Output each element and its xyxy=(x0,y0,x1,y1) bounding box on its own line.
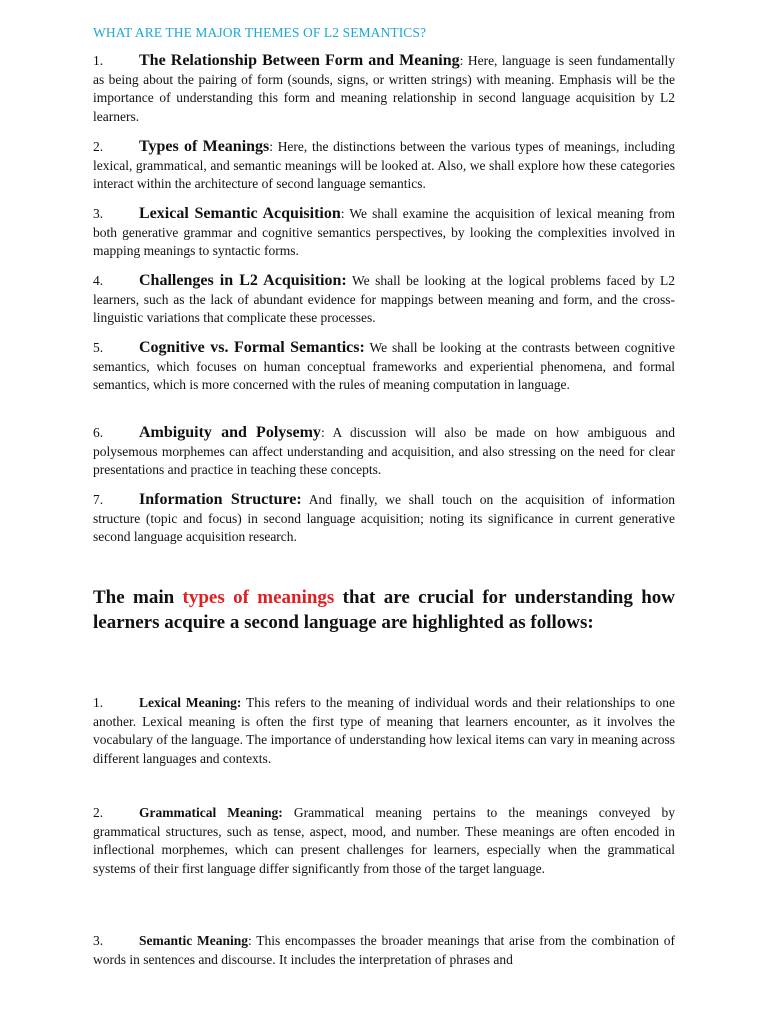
theme-separator: : xyxy=(269,139,278,154)
theme-heading: Lexical Semantic Acquisition xyxy=(139,205,341,222)
theme-item-4 xyxy=(93,272,675,328)
theme-separator: : xyxy=(320,425,333,440)
meaning-heading: Grammatical Meaning: xyxy=(139,805,283,820)
section-heading-suffix: that are crucial for understanding how learners acquire a second language are highlighted as follows: xyxy=(93,587,675,633)
meaning-heading: Lexical Meaning: xyxy=(139,695,242,710)
meaning-item-3 xyxy=(93,932,675,969)
section-heading xyxy=(93,585,675,635)
meaning-number: 3. xyxy=(93,933,104,948)
theme-number: 7. xyxy=(93,492,104,507)
meaning-heading: Semantic Meaning xyxy=(139,933,249,948)
meaning-item-1 xyxy=(93,694,675,768)
theme-separator xyxy=(302,492,309,507)
theme-text: Here, the distinctions between the various types of meanings, including lexical, grammatical, and semantic meanings will be looked at. Also, we shall explore how these categories interact within the architecture of second language semantics. xyxy=(93,139,675,191)
theme-number: 6. xyxy=(93,425,104,440)
theme-item-3 xyxy=(93,205,675,261)
theme-number: 5. xyxy=(93,340,104,355)
document-title: WHAT ARE THE MAJOR THEMES OF L2 SEMANTICS? xyxy=(93,25,427,40)
theme-heading: Challenges in L2 Acquisition: xyxy=(139,272,347,289)
theme-text: We shall examine the acquisition of lexical meaning from both generative grammar and cognitive semantics perspectives, by looking the complexities involved in mapping meanings to syntactic forms. xyxy=(93,206,675,258)
theme-item-5 xyxy=(93,339,675,395)
meaning-number: 2. xyxy=(93,805,104,820)
theme-separator: : xyxy=(340,206,350,221)
theme-heading: Ambiguity and Polysemy xyxy=(139,424,321,441)
section-heading-prefix: The main xyxy=(93,587,183,608)
meaning-number: 1. xyxy=(93,695,104,710)
theme-heading: Information Structure: xyxy=(139,491,302,508)
theme-number: 3. xyxy=(93,206,104,221)
theme-number: 4. xyxy=(93,273,104,288)
meaning-text: This encompasses the broader meanings that arise from the combination of words in sentences and discourse. It includes the interpretation of phrases and xyxy=(93,933,675,967)
theme-item-6 xyxy=(93,424,675,480)
theme-item-7 xyxy=(93,491,675,547)
theme-text: A discussion will also be made on how ambiguous and polysemous morphemes can affect understanding and acquisition, and also stressing on the need for clear presentations and practice in teaching these concepts. xyxy=(93,425,675,477)
theme-number: 2. xyxy=(93,139,104,154)
theme-text: And finally, we shall touch on the acquisition of information structure (topic and focus) in second language acquisition; noting its significance in current generative second language acquisition research. xyxy=(93,492,675,544)
theme-heading: The Relationship Between Form and Meaning xyxy=(139,52,460,69)
theme-heading: Types of Meanings xyxy=(139,138,270,155)
meaning-text: This refers to the meaning of individual words and their relationships to one another. Lexical meaning is often the first type of meaning that learners encounter, as it involves the vocabulary of the language. The importance of understanding how lexical items can vary in meaning across different languages and contexts. xyxy=(93,695,675,766)
theme-item-2 xyxy=(93,138,675,194)
theme-heading: Cognitive vs. Formal Semantics: xyxy=(139,339,365,356)
theme-text: We shall be looking at the logical problems faced by L2 learners, such as the lack of abundant evidence for mappings between meaning and form, and the cross-linguistic variations that complicate these processes. xyxy=(93,273,675,325)
section-heading-highlight: types of meanings xyxy=(182,587,335,608)
meaning-item-2 xyxy=(93,804,675,878)
meaning-separator: : xyxy=(248,933,257,948)
meaning-text: Grammatical meaning pertains to the meanings conveyed by grammatical structures, such as tense, aspect, mood, and number. These meanings are often encoded in inflectional morphemes, which can present challenges for learners, especially when the grammatical systems of their first language differ significantly from those of the target language. xyxy=(93,805,675,876)
theme-text: Here, language is seen fundamentally as being about the pairing of form (sounds, signs, or written strings) with meaning. Emphasis will be the importance of understanding this form and meaning relationship in second language acquisition by L2 learners. xyxy=(93,53,675,124)
theme-separator: : xyxy=(459,53,468,68)
theme-text: We shall be looking at the contrasts between cognitive semantics, which focuses on human conceptual frameworks and experiential phenomena, and formal semantics, which is more concerned with the rules of meaning computation in language. xyxy=(93,340,675,392)
theme-item-1 xyxy=(93,52,675,126)
theme-number: 1. xyxy=(93,53,104,68)
meaning-separator xyxy=(283,805,294,820)
